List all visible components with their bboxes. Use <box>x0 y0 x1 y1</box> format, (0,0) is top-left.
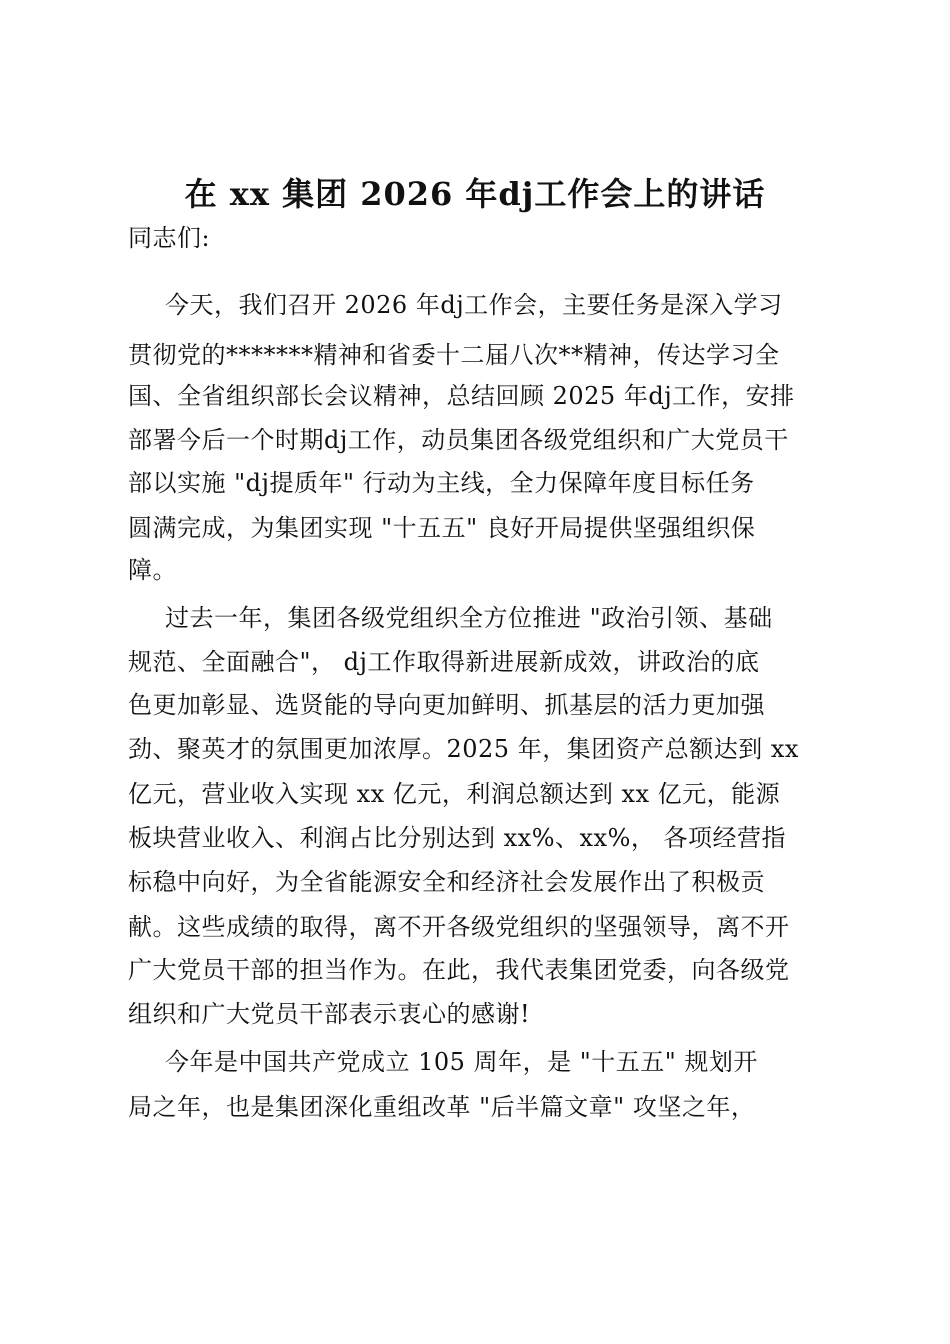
paragraph-line: 贯彻党的*******精神和省委十二届八次**精神，传达学习全 <box>128 341 780 369</box>
salutation: 同志们: <box>128 224 211 252</box>
paragraph-line: 规范、全面融合"， dj工作取得新进展新成效，讲政治的底 <box>128 648 760 676</box>
paragraph-line: 局之年，也是集团深化重组改革 "后半篇文章" 攻坚之年， <box>128 1093 756 1121</box>
paragraph-line: 今年是中国共产党成立 105 周年，是 "十五五" 规划开 <box>165 1048 758 1076</box>
paragraph-line: 献。这些成绩的取得，离不开各级党组织的坚强领导，离不开 <box>128 913 790 941</box>
paragraph-line: 部署今后一个时期dj工作，动员集团各级党组织和广大党员干 <box>128 426 789 454</box>
paragraph-line: 亿元，营业收入实现 xx 亿元，利润总额达到 xx 亿元，能源 <box>128 780 781 808</box>
paragraph-line: 色更加彰显、选贤能的导向更加鲜明、抓基层的活力更加强 <box>128 691 765 719</box>
paragraph-line: 劲、聚英才的氛围更加浓厚。2025 年，集团资产总额达到 xx <box>128 735 799 763</box>
page-title: 在 xx 集团 2026 年dj工作会上的讲话 <box>184 175 766 213</box>
paragraph-line: 广大党员干部的担当作为。在此，我代表集团党委，向各级党 <box>128 956 790 984</box>
paragraph-line: 板块营业收入、利润占比分别达到 xx%、xx%， 各项经营指 <box>128 824 787 852</box>
paragraph-line: 组织和广大党员干部表示衷心的感谢! <box>128 1000 531 1028</box>
paragraph-line: 国、全省组织部长会议精神，总结回顾 2025 年dj工作，安排 <box>128 382 795 410</box>
paragraph-line: 标稳中向好，为全省能源安全和经济社会发展作出了积极贡 <box>128 868 765 896</box>
paragraph-line: 障。 <box>128 556 177 584</box>
paragraph-line: 今天，我们召开 2026 年dj工作会，主要任务是深入学习 <box>165 291 783 319</box>
paragraph-line: 过去一年，集团各级党组织全方位推进 "政治引领、基础 <box>165 604 773 632</box>
paragraph-line: 部以实施 "dj提质年" 行动为主线，全力保障年度目标任务 <box>128 469 755 497</box>
paragraph-line: 圆满完成，为集团实现 "十五五" 良好开局提供坚强组织保 <box>128 514 756 542</box>
